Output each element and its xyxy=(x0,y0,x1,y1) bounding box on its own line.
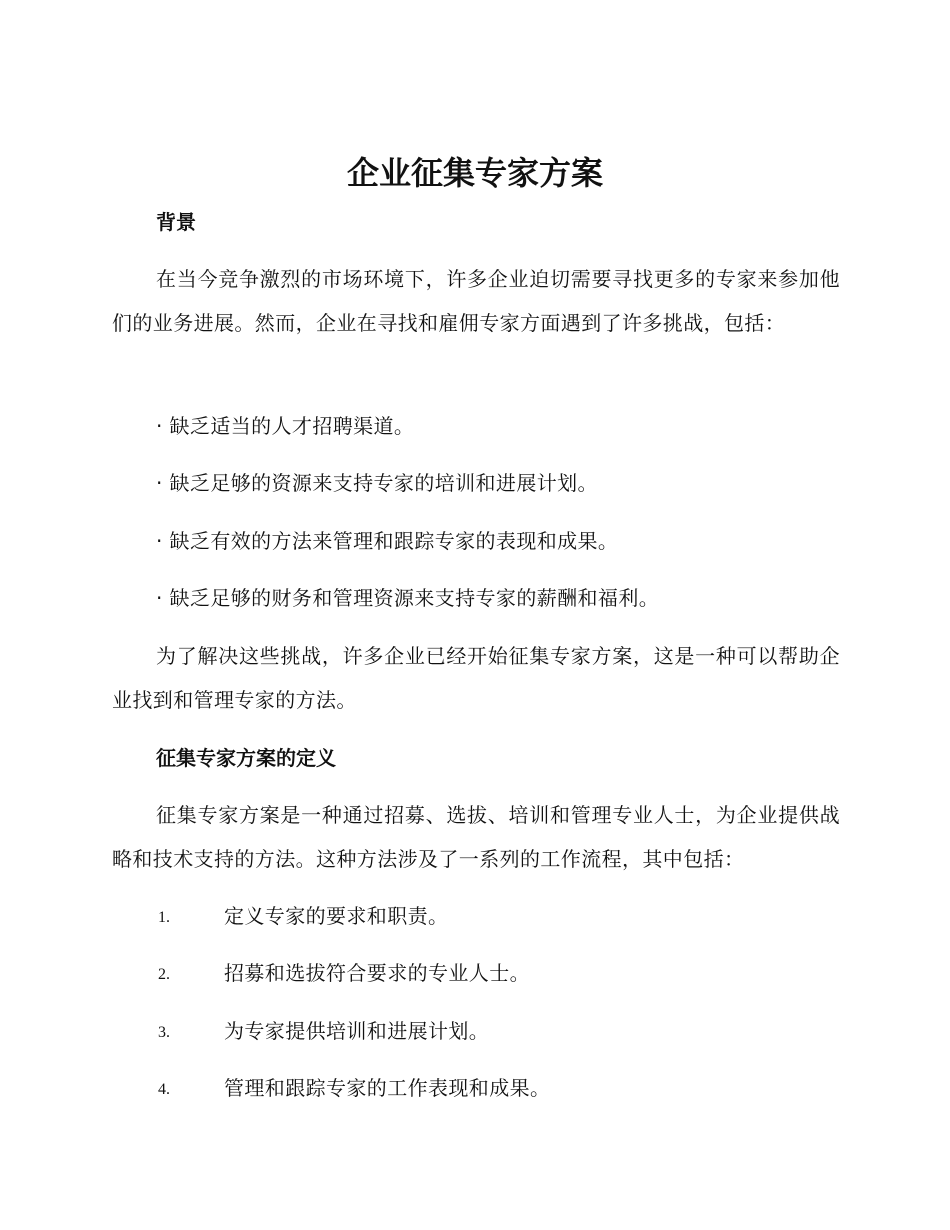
section-heading-definition: 征集专家方案的定义 xyxy=(156,746,336,770)
bullet-item: · 缺乏足够的资源来支持专家的培训和进展计划。 xyxy=(156,471,598,495)
section-heading-background: 背景 xyxy=(156,210,196,234)
definition-intro-paragraph: 征集专家方案是一种通过招募、选拔、培训和管理专业人士，为企业提供战略和技术支持的方法。这种方法涉及了一系列的工作流程，其中包括： xyxy=(112,803,840,871)
list-number: 4. xyxy=(158,1081,170,1098)
list-number: 3. xyxy=(158,1024,170,1041)
numbered-list-item: 管理和跟踪专家的工作表现和成果。 xyxy=(224,1076,551,1100)
list-number: 1. xyxy=(158,909,170,926)
document-title: 企业征集专家方案 xyxy=(346,154,603,192)
background-closing-paragraph: 为了解决这些挑战，许多企业已经开始征集专家方案，这是一种可以帮助企业找到和管理专家的方法。 xyxy=(112,644,840,712)
bullet-item: · 缺乏适当的人才招聘渠道。 xyxy=(156,414,415,438)
background-intro-paragraph: 在当今竞争激烈的市场环境下，许多企业迫切需要寻找更多的专家来参加他们的业务进展。然而，企业在寻找和雇佣专家方面遇到了许多挑战，包括： xyxy=(112,267,840,335)
numbered-list-item: 为专家提供培训和进展计划。 xyxy=(224,1019,490,1043)
numbered-list-item: 招募和选拔符合要求的专业人士。 xyxy=(224,961,530,985)
bullet-item: · 缺乏足够的财务和管理资源来支持专家的薪酬和福利。 xyxy=(156,586,660,610)
bullet-item: · 缺乏有效的方法来管理和跟踪专家的表现和成果。 xyxy=(156,529,619,553)
numbered-list-item: 定义专家的要求和职责。 xyxy=(224,904,449,928)
list-number: 2. xyxy=(158,966,170,983)
